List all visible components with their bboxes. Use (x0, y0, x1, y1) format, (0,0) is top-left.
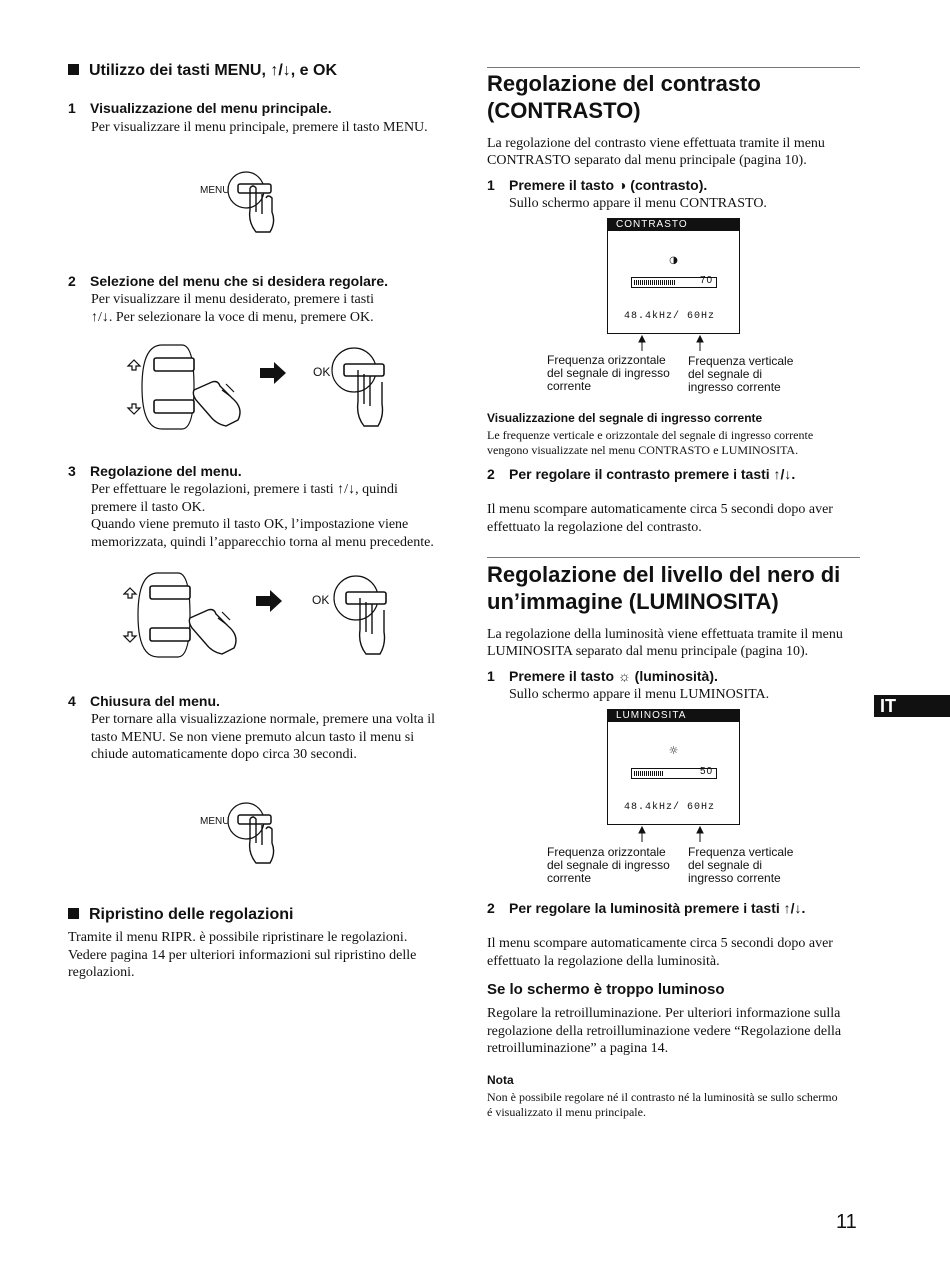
ok-label: OK (312, 593, 330, 607)
contrast-step-2-heading: 2 Per regolare il contrasto premere i tasti ↑/↓. (487, 466, 796, 482)
luminosity-step-1-text: Sullo schermo appare il menu LUMINOSITA. (509, 687, 770, 702)
step-3-heading: 3 Regolazione del menu. (68, 463, 242, 479)
bullet-square-icon (68, 64, 79, 75)
ok-label: OK (313, 365, 331, 379)
page-number: 11 (836, 1211, 857, 1233)
contrast-title-2: (CONTRASTO) (487, 98, 641, 123)
reset-text-1: Tramite il menu RIPR. è possibile ripristinare le regolazioni. (68, 930, 408, 945)
luminosity-step-2-heading: 2 Per regolare la luminosità premere i tasti ↑/↓. (487, 900, 806, 916)
horizontal-frequency-label: Frequenza orizzontale del segnale di ingresso corrente (547, 353, 670, 393)
luminosity-step-1-heading: 1 Premere il tasto ☼ (luminosità). (487, 668, 718, 684)
luminosity-intro-2: LUMINOSITA separato dal menu principale (pagina 10). (487, 644, 809, 659)
step-2-text-1: Per visualizzare il menu desiderato, premere i tasti (91, 292, 375, 307)
luminosity-level-fill (634, 771, 663, 776)
reset-text-3: regolazioni. (68, 965, 135, 980)
luminosity-after-1: Il menu scompare automaticamente circa 5 secondi dopo aver (487, 936, 833, 951)
luminosity-value: 50 (700, 766, 714, 777)
frequency-pointer-arrows-icon (635, 334, 705, 352)
luminosity-after-2: effettuato la regolazione della luminosità. (487, 954, 720, 969)
osd-contrast-menu (607, 218, 740, 334)
contrast-intro-1: La regolazione del contrasto viene effettuata tramite il menu (487, 136, 825, 151)
menu-button-illustration (198, 166, 288, 238)
step-3-text-4: memorizzata, quindi l’apparecchio torna al menu precedente. (91, 535, 434, 550)
step-3-text-3: Quando viene premuto il tasto OK, l’impostazione viene (91, 517, 409, 532)
luminosity-title-1: Regolazione del livello del nero di (487, 562, 841, 587)
menu-label: MENU (200, 816, 230, 827)
frequency-pointer-arrows-icon (635, 825, 705, 843)
step-1-text: Per visualizzare il menu principale, premere il tasto MENU. (91, 120, 428, 135)
contrast-value: 70 (700, 275, 714, 286)
step-1-heading: 1 Visualizzazione del menu principale. (68, 100, 332, 116)
step-4-heading: 4 Chiusura del menu. (68, 693, 220, 709)
step-4-text-3: chiude automaticamente dopo circa 30 secondi. (91, 747, 357, 762)
hand-pressing-button-icon (198, 797, 288, 869)
brightness-icon: ☼ (668, 744, 679, 757)
note-text-1: Non è possibile regolare né il contrasto né la luminosità se sullo schermo (487, 1090, 838, 1104)
section-heading-buttons: Utilizzo dei tasti MENU, ↑/↓, e OK (68, 62, 337, 80)
menu-button-illustration-2 (198, 797, 288, 869)
step-4-text-1: Per tornare alla visualizzazione normale, premere una volta il (91, 712, 436, 727)
too-bright-text-1: Regolare la retroilluminazione. Per ulteriori informazione sulla (487, 1006, 841, 1021)
osd-title: CONTRASTO (608, 219, 739, 231)
reset-text-2: Vedere pagina 14 per ulteriori informazioni sul ripristino delle (68, 948, 417, 963)
contrast-after-1: Il menu scompare automaticamente circa 5 secondi dopo aver (487, 502, 833, 517)
luminosity-title-2: un’immagine (LUMINOSITA) (487, 589, 779, 614)
signal-subheading: Visualizzazione del segnale di ingresso corrente (487, 411, 763, 425)
contrast-after-2: effettuato la regolazione del contrasto. (487, 520, 702, 535)
too-bright-text-3: retroilluminazione” a pagina 14. (487, 1041, 669, 1056)
note-text-2: é visualizzato il menu principale. (487, 1105, 646, 1119)
contrast-title-1: Regolazione del contrasto (487, 71, 761, 96)
contrast-intro-2: CONTRASTO separato dal menu principale (pagina 10). (487, 153, 807, 168)
contrast-step-1-heading: 1 Premere il tasto ◑ (contrasto). (487, 177, 708, 193)
contrast-icon: ◑ (669, 255, 678, 266)
too-bright-text-2: regolazione della retroilluminazione vedere “Regolazione della (487, 1024, 842, 1039)
step-3-text-2: premere il tasto OK. (91, 500, 206, 515)
language-tab: IT (874, 695, 950, 717)
contrast-level-fill (634, 280, 675, 285)
too-bright-heading: Se lo schermo è troppo luminoso (487, 981, 725, 998)
osd-title: LUMINOSITA (608, 710, 739, 722)
step-2-text-2: ↑/↓. Per selezionare la voce di menu, premere OK. (91, 310, 374, 325)
bullet-square-icon (68, 908, 79, 919)
hand-pressing-button-icon (198, 166, 288, 238)
up-down-ok-illustration-2 (118, 568, 398, 663)
signal-text-1: Le frequenze verticale e orizzontale del segnale di ingresso corrente (487, 428, 814, 442)
up-down-ok-illustration (122, 340, 402, 435)
contrast-step-1-text: Sullo schermo appare il menu CONTRASTO. (509, 196, 767, 211)
step-2-heading: 2 Selezione del menu che si desidera regolare. (68, 273, 389, 289)
section-divider (487, 67, 860, 68)
luminosity-intro-1: La regolazione della luminosità viene effettuata tramite il menu (487, 627, 843, 642)
vertical-frequency-label: Frequenza verticale del segnale di ingresso corrente (688, 845, 794, 885)
menu-label: MENU (200, 185, 230, 196)
step-3-text-1: Per effettuare le regolazioni, premere i tasti ↑/↓, quindi (91, 482, 398, 497)
note-heading: Nota (487, 1073, 514, 1087)
section-heading-reset: Ripristino delle regolazioni (68, 906, 293, 924)
horizontal-frequency-label: Frequenza orizzontale del segnale di ingresso corrente (547, 845, 670, 885)
osd-frequency: 48.4kHz/ 60Hz (624, 802, 716, 813)
signal-text-2: vengono visualizzate nel menu CONTRASTO e LUMINOSITA. (487, 443, 799, 457)
section-divider (487, 557, 860, 558)
up-down-buttons-icon (122, 340, 402, 435)
up-down-buttons-icon (118, 568, 398, 663)
step-4-text-2: tasto MENU. Se non viene premuto alcun tasto il menu si (91, 730, 415, 745)
vertical-frequency-label: Frequenza verticale del segnale di ingresso corrente (688, 354, 794, 394)
osd-luminosity-menu (607, 709, 740, 825)
osd-frequency: 48.4kHz/ 60Hz (624, 311, 716, 322)
